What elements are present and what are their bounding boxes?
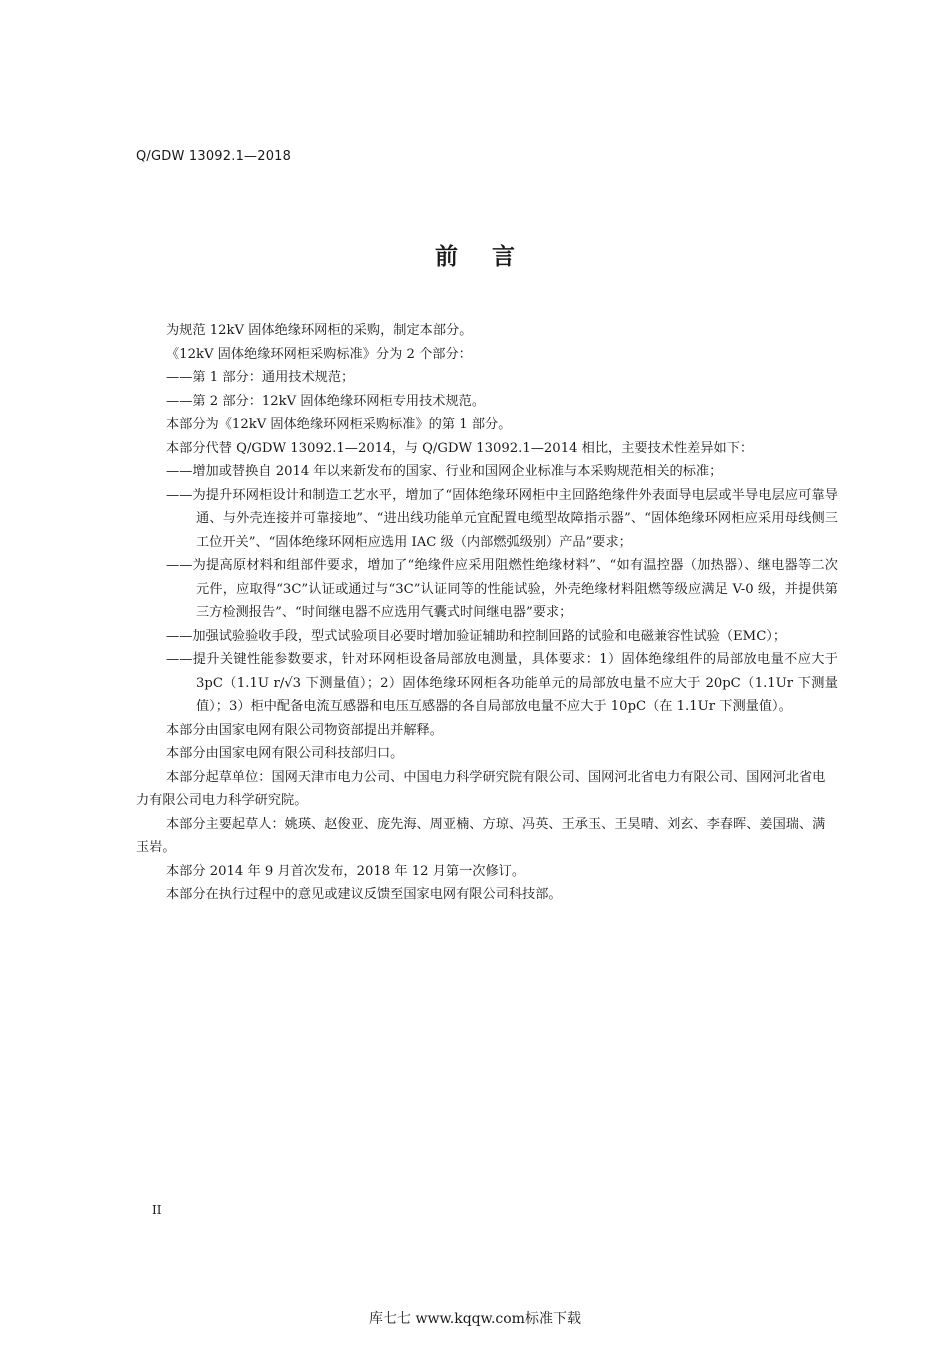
list-item-part-2: ——第 2 部分：12kV 固体绝缘环网柜专用技术规范。 (166, 393, 486, 409)
standard-code: Q/GDW 13092.1—2018 (136, 149, 292, 164)
page-number: II (152, 1203, 162, 1217)
foreword-body (136, 319, 838, 907)
paragraph-feedback: 本部分在执行过程中的意见或建议反馈至国家电网有限公司科技部。 (166, 887, 562, 902)
paragraph-drafting-units: 本部分起草单位：国网天津市电力公司、中国电力科学研究院有限公司、国网河北省电力有限公司、国网河北省电力有限公司电力科学研究院。 (136, 769, 826, 808)
page-title: 前言 (435, 244, 549, 270)
list-item-change-1: ——增加或替换自 2014 年以来新发布的国家、行业和国网企业标准与本采购规范相关的标准； (166, 464, 723, 479)
paragraph-drafters: 本部分主要起草人：姚瑛、赵俊亚、庞先海、周亚楠、方琼、冯英、王承玉、王昊晴、刘玄、李春晖、姜国瑞、满玉岩。 (136, 816, 826, 855)
list-item-change-4: ——加强试验验收手段，型式试验项目必要时增加验证辅助和控制回路的试验和电磁兼容性试验（EMC）； (166, 628, 787, 644)
paragraph-parts-intro: 《12kV 固体绝缘环网柜采购标准》分为 2 个部分： (166, 346, 472, 362)
list-item-change-5: ——提升关键性能参数要求，针对环网柜设备局部放电测量，具体要求：1）固体绝缘组件的局部放电量不应大于 3pC（1.1U r/√3 下测量值）；2）固体绝缘环网柜各功能单元的局部放电量不应大于 20pC（1.1Ur 下测量值）；3）柜中配备电流互感器和电压互感器的各自局部放电量不应大于 10pC（在 1.1Ur 下测量值）。 (166, 652, 838, 714)
paragraph-purpose: 为规范 12kV 固体绝缘环网柜的采购，制定本部分。 (166, 323, 473, 338)
paragraph-replaces: 本部分代替 Q/GDW 13092.1—2014，与 Q/GDW 13092.1—2014 相比，主要技术性差异如下： (166, 440, 754, 456)
paragraph-proposer: 本部分由国家电网有限公司物资部提出并解释。 (166, 722, 443, 738)
paragraph-history: 本部分 2014 年 9 月首次发布，2018 年 12 月第一次修订。 (166, 863, 526, 879)
footer-watermark: 库七七 www.kqqw.com标准下载 (369, 1311, 581, 1327)
paragraph-administrator: 本部分由国家电网有限公司科技部归口。 (166, 746, 404, 761)
paragraph-this-part: 本部分为《12kV 固体绝缘环网柜采购标准》的第 1 部分。 (166, 417, 512, 432)
list-item-part-1: ——第 1 部分：通用技术规范； (166, 370, 355, 385)
list-item-change-3: ——为提高原材料和组部件要求，增加了“绝缘件应采用阻燃性绝缘材料”、“如有温控器（加热器）、继电器等二次元件，应取得“3C”认证或通过与“3C”认证同等的性能试验，外壳绝缘材料阻燃等级应满足 V-0 级，并提供第三方检测报告”、“时间继电器不应选用气囊式时间继电器”要求； (166, 558, 838, 620)
list-item-change-2: ——为提升环网柜设计和制造工艺水平，增加了“固体绝缘环网柜中主回路绝缘件外表面导电层或半导电层应可靠导通、与外壳连接并可靠接地”、“进出线功能单元宜配置电缆型故障指示器”、“固体绝缘环网柜应采用母线侧三工位开关”、“固体绝缘环网柜应选用 IAC 级（内部燃弧级别）产品”要求； (166, 487, 838, 550)
